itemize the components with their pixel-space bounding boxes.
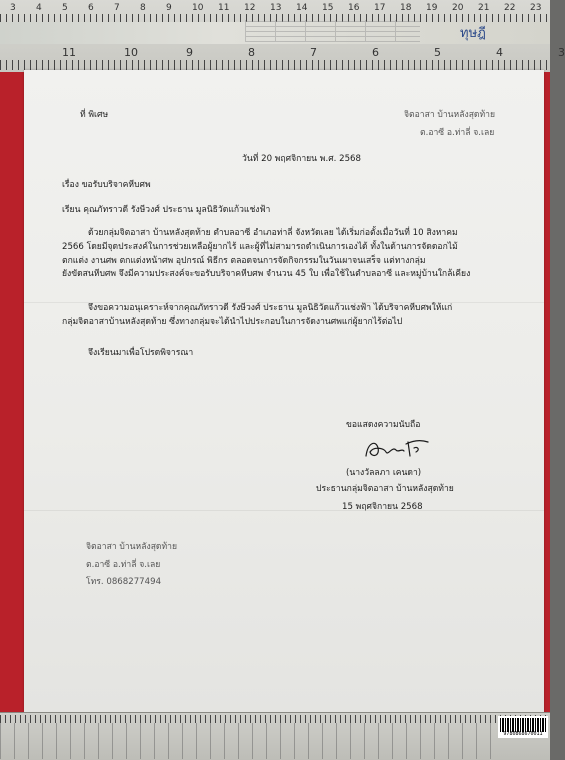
body-paragraph-1 <box>62 227 520 282</box>
ruler-number: 20 <box>452 3 464 13</box>
ruler-number: 12 <box>244 3 256 13</box>
letter-date: วันที่ 20 พฤศจิกายน พ.ศ. 2568 <box>242 154 361 164</box>
body-paragraph-2 <box>62 302 520 330</box>
ruler-number: 8 <box>248 46 255 59</box>
ruler-number: 19 <box>426 3 438 13</box>
handwritten-signature <box>362 436 432 462</box>
ruler-number: 4 <box>496 46 503 59</box>
ruler-number: 3 <box>558 46 565 59</box>
signer-name: (นางวัลลภา เคนดา) <box>346 468 422 478</box>
ruler-number: 11 <box>218 3 230 13</box>
top-ruler <box>0 0 565 73</box>
red-background-edge <box>0 72 26 712</box>
reference-number: ที่ พิเศษ <box>80 110 109 120</box>
sender-address: ต.อาซี อ.ท่าลี่ จ.เลย <box>420 128 495 138</box>
signer-date: 15 พฤศจิกายน 2568 <box>342 502 423 512</box>
ruler-number: 21 <box>478 3 490 13</box>
body-line: ตกแต่ง งานศพ ตกแต่งหน้าศพ อุปกรณ์ พิธีกร ตลอดจนการจัดกิจกรรมในวันเผาจนเสร็จ แต่ทางกลุ่ม <box>62 255 426 266</box>
sender-organization: จิตอาสา บ้านหลังสุดท้าย <box>404 110 496 120</box>
ruler-number: 7 <box>114 3 120 13</box>
body-line: ด้วยกลุ่มจิตอาสา บ้านหลังสุดท้าย ตำบลอาซี อำเภอท่าลี่ จังหวัดเลย ได้เริ่มก่อตั้งเมื่อวันที่ 10 สิงหาคม <box>88 228 458 238</box>
ruler-printed-columns <box>0 723 500 759</box>
ruler-number: 15 <box>322 3 334 13</box>
barcode-number: 9780868670011 <box>503 731 543 737</box>
ruler-number: 6 <box>88 3 94 13</box>
ruler-number: 6 <box>372 46 379 59</box>
body-line: กลุ่มจิตอาสาบ้านหลังสุดท้าย ซึ่งทางกลุ่มจะได้นำไปประกอบในการจัดงานศพแก่ผู้ยากไร้ต่อไป <box>62 316 403 327</box>
ruler-number: 14 <box>296 3 308 13</box>
body-line: จึงขอความอนุเคราะห์จากคุณภัทราวดี รังษีวงศ์ ประธาน มูลนิธิวัดแก้วแช่งฟ้า ได้บริจาคหีบศพให้แก่ <box>88 303 453 313</box>
footer-address: ต.อาซี อ.ท่าลี่ จ.เลย <box>86 560 161 570</box>
paper-fold <box>24 510 544 511</box>
ruler-number: 8 <box>140 3 146 13</box>
letter-subject: เรื่อง ขอรับบริจาคหีบศพ <box>62 180 151 190</box>
ruler-number: 22 <box>504 3 516 13</box>
barcode <box>498 716 548 738</box>
ruler-number: 10 <box>192 3 204 13</box>
ruler-number: 13 <box>270 3 282 13</box>
ruler-number: 4 <box>36 3 42 13</box>
ruler-number: 10 <box>124 46 138 59</box>
ruler-number: 23 <box>530 3 542 13</box>
ruler-number: 16 <box>348 3 360 13</box>
closing-sentence: จึงเรียนมาเพื่อโปรดพิจารณา <box>88 348 194 358</box>
ruler-number: 17 <box>374 3 386 13</box>
ruler-number: 18 <box>400 3 412 13</box>
ruler-number: 7 <box>310 46 317 59</box>
signer-title: ประธานกลุ่มจิตอาสา บ้านหลังสุดท้าย <box>316 484 454 494</box>
footer-organization: จิตอาสา บ้านหลังสุดท้าย <box>86 542 178 552</box>
bottom-ruler <box>0 712 550 760</box>
ruler-ticks <box>0 715 550 723</box>
letter-page <box>24 70 544 715</box>
ruler-number: 11 <box>62 46 76 59</box>
body-line: ยังขัดสนหีบศพ จึงมีความประสงค์จะขอรับบริจาคหีบศพ จำนวน 45 ใบ เพื่อใช้ในตำบลอาซี และหมู่บ้านใกล้เคียง <box>62 269 471 280</box>
footer-telephone: โทร. 0868277494 <box>86 577 162 587</box>
body-line: 2566 โดยมีจุดประสงค์ในการช่วยเหลือผู้ยากไร้ และผู้ที่ไม่สามารถดำเนินการเองได้ ทั้งในด้านการจัดดอกไม้ <box>62 241 458 252</box>
regards-text: ขอแสดงความนับถือ <box>346 420 421 430</box>
ruler-logo: ทุษฎี <box>460 26 486 41</box>
ruler-number: 5 <box>62 3 68 13</box>
barcode-bars <box>500 718 546 732</box>
ruler-number: 9 <box>186 46 193 59</box>
ruler-number: 5 <box>434 46 441 59</box>
ruler-number: 3 <box>10 3 16 13</box>
ruler-ticks-lower <box>0 60 550 70</box>
ruler-number: 9 <box>166 3 172 13</box>
red-background-edge-right <box>544 72 550 712</box>
ruler-table-print <box>245 20 420 42</box>
letter-salutation: เรียน คุณภัทราวดี รังษีวงศ์ ประธาน มูลนิธิวัดแก้วแช่งฟ้า <box>62 205 271 215</box>
